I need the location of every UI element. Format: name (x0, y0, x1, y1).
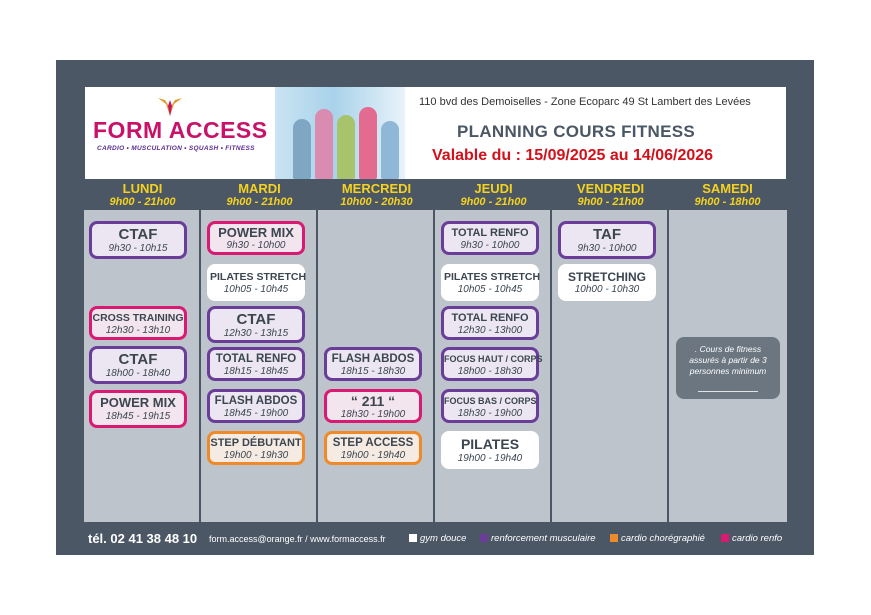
class-time: 9h30 - 10h00 (460, 240, 520, 251)
legend-swatch (721, 534, 729, 542)
day-name: VENDREDI (576, 181, 645, 196)
phone-number: tél. 02 41 38 48 10 (88, 531, 198, 546)
day-name: JEUDI (474, 181, 513, 196)
class-time: 9h30 - 10h00 (226, 240, 286, 251)
class-name: CTAF (118, 351, 158, 368)
legend-label: cardio chorégraphié (621, 533, 705, 544)
class-card (207, 347, 305, 381)
class-time: 18h15 - 18h45 (223, 366, 289, 377)
class-name: CROSS TRAINING (92, 312, 184, 324)
class-name: STRETCHING (568, 270, 646, 284)
day-header-mardi (201, 181, 318, 209)
class-time: 18h00 - 18h40 (105, 368, 171, 379)
legend-cardio-renfo (721, 533, 782, 544)
class-card (441, 431, 539, 469)
validity-period: Valable du : 15/09/2025 au 14/06/2026 (432, 147, 714, 164)
class-card (441, 221, 539, 255)
class-card (558, 221, 656, 259)
column-divider (316, 210, 318, 522)
day-name: MARDI (238, 181, 281, 196)
class-card (558, 264, 656, 301)
note-text: . Cours de fitness assurés à partir de 3 personnes minimum (689, 344, 767, 376)
class-name: CTAF (118, 226, 158, 243)
class-name: POWER MIX (218, 225, 294, 240)
class-card (89, 306, 187, 340)
class-time: 9h30 - 10h00 (577, 243, 637, 254)
info-note (676, 337, 780, 399)
class-card (207, 264, 305, 301)
column-divider (550, 210, 552, 522)
class-time: 18h45 - 19h15 (105, 411, 171, 422)
class-name: TOTAL RENFO (215, 353, 297, 365)
day-name: MERCREDI (341, 181, 412, 196)
class-time: 18h00 - 18h30 (457, 366, 523, 377)
class-name: CTAF (236, 311, 276, 328)
page-title: PLANNING COURS FITNESS (457, 122, 696, 141)
class-name: FOCUS BAS / CORPS (444, 396, 537, 406)
legend-label: gym douce (420, 533, 467, 544)
class-time: 18h45 - 19h00 (223, 408, 289, 419)
class-card (207, 306, 305, 343)
class-time: 19h00 - 19h30 (223, 450, 289, 461)
class-time: 10h05 - 10h45 (223, 284, 289, 295)
day-header-samedi (669, 181, 786, 209)
class-name: FOCUS HAUT / CORPS (444, 354, 543, 364)
legend-swatch (409, 534, 417, 542)
note-divider (698, 391, 758, 392)
contact-info: form.access@orange.fr / www.formaccess.fr (209, 534, 386, 544)
brand-tagline: CARDIO • MUSCULATION • SQUASH • FITNESS (97, 145, 255, 152)
class-time: 10h05 - 10h45 (457, 284, 523, 295)
class-time: 19h00 - 19h40 (457, 453, 523, 464)
footer (84, 527, 794, 551)
class-time: 18h30 - 19h00 (340, 409, 406, 420)
class-card (324, 347, 422, 381)
header-banner (85, 87, 786, 179)
class-time: 9h30 - 10h15 (108, 243, 168, 254)
legend-swatch (610, 534, 618, 542)
class-name: “ 211 “ (350, 393, 396, 409)
class-card (207, 221, 305, 255)
column-divider (433, 210, 435, 522)
column-divider (199, 210, 201, 522)
class-card (441, 264, 539, 301)
class-time: 12h30 - 13h10 (105, 325, 171, 336)
day-name: SAMEDI (702, 181, 753, 196)
class-name: STEP ACCESS (332, 437, 414, 449)
class-time: 10h00 - 10h30 (574, 284, 640, 295)
class-card (441, 306, 539, 340)
class-card (207, 431, 305, 465)
legend-swatch (480, 534, 488, 542)
day-name: LUNDI (122, 181, 163, 196)
day-header-mercredi (318, 181, 435, 209)
class-card (89, 346, 187, 384)
gym-address: 110 bvd des Demoiselles - Zone Ecoparc 49 St Lambert des Levées (419, 96, 751, 108)
class-card (89, 390, 187, 428)
class-name: PILATES STRETCH (444, 271, 541, 283)
class-name: FLASH ABDOS (331, 353, 415, 365)
legend-label: renforcement musculaire (491, 533, 596, 544)
day-header-jeudi (435, 181, 552, 209)
brand-logo: FORM ACCESS (93, 117, 268, 143)
class-name: PILATES (460, 436, 520, 452)
day-header-lundi (84, 181, 201, 209)
legend-label: cardio renfo (732, 533, 783, 544)
class-name: POWER MIX (100, 395, 176, 410)
day-hours: 9h00 - 18h00 (694, 196, 761, 208)
class-name: PILATES STRETCH (210, 271, 307, 283)
class-card (324, 389, 422, 423)
class-name: FLASH ABDOS (214, 395, 298, 407)
class-name: TAF (592, 226, 622, 243)
class-name: TOTAL RENFO (451, 312, 529, 324)
class-name: TOTAL RENFO (451, 227, 529, 239)
class-time: 18h15 - 18h30 (340, 366, 406, 377)
class-card (441, 389, 539, 423)
day-hours: 9h00 - 21h00 (460, 196, 527, 208)
class-card (89, 221, 187, 259)
legend-renforcement (480, 533, 596, 544)
class-card (207, 389, 305, 423)
day-header-vendredi (552, 181, 669, 209)
class-card (441, 347, 543, 381)
class-time: 12h30 - 13h15 (223, 328, 289, 339)
class-name: STEP DÉBUTANT (210, 437, 302, 449)
day-hours: 9h00 - 21h00 (226, 196, 293, 208)
class-time: 18h30 - 19h00 (457, 408, 523, 419)
day-hours: 10h00 - 20h30 (340, 196, 413, 208)
legend-gym-douce (409, 533, 466, 544)
class-time: 19h00 - 19h40 (340, 450, 406, 461)
class-time: 12h30 - 13h00 (457, 325, 523, 336)
day-hours: 9h00 - 21h00 (109, 196, 176, 208)
column-divider (667, 210, 669, 522)
day-hours: 9h00 - 21h00 (577, 196, 644, 208)
phoenix-logo-icon (156, 96, 184, 118)
fitness-photo (275, 87, 405, 179)
class-card (324, 431, 422, 465)
legend-cardio-choregraphie (610, 533, 705, 544)
